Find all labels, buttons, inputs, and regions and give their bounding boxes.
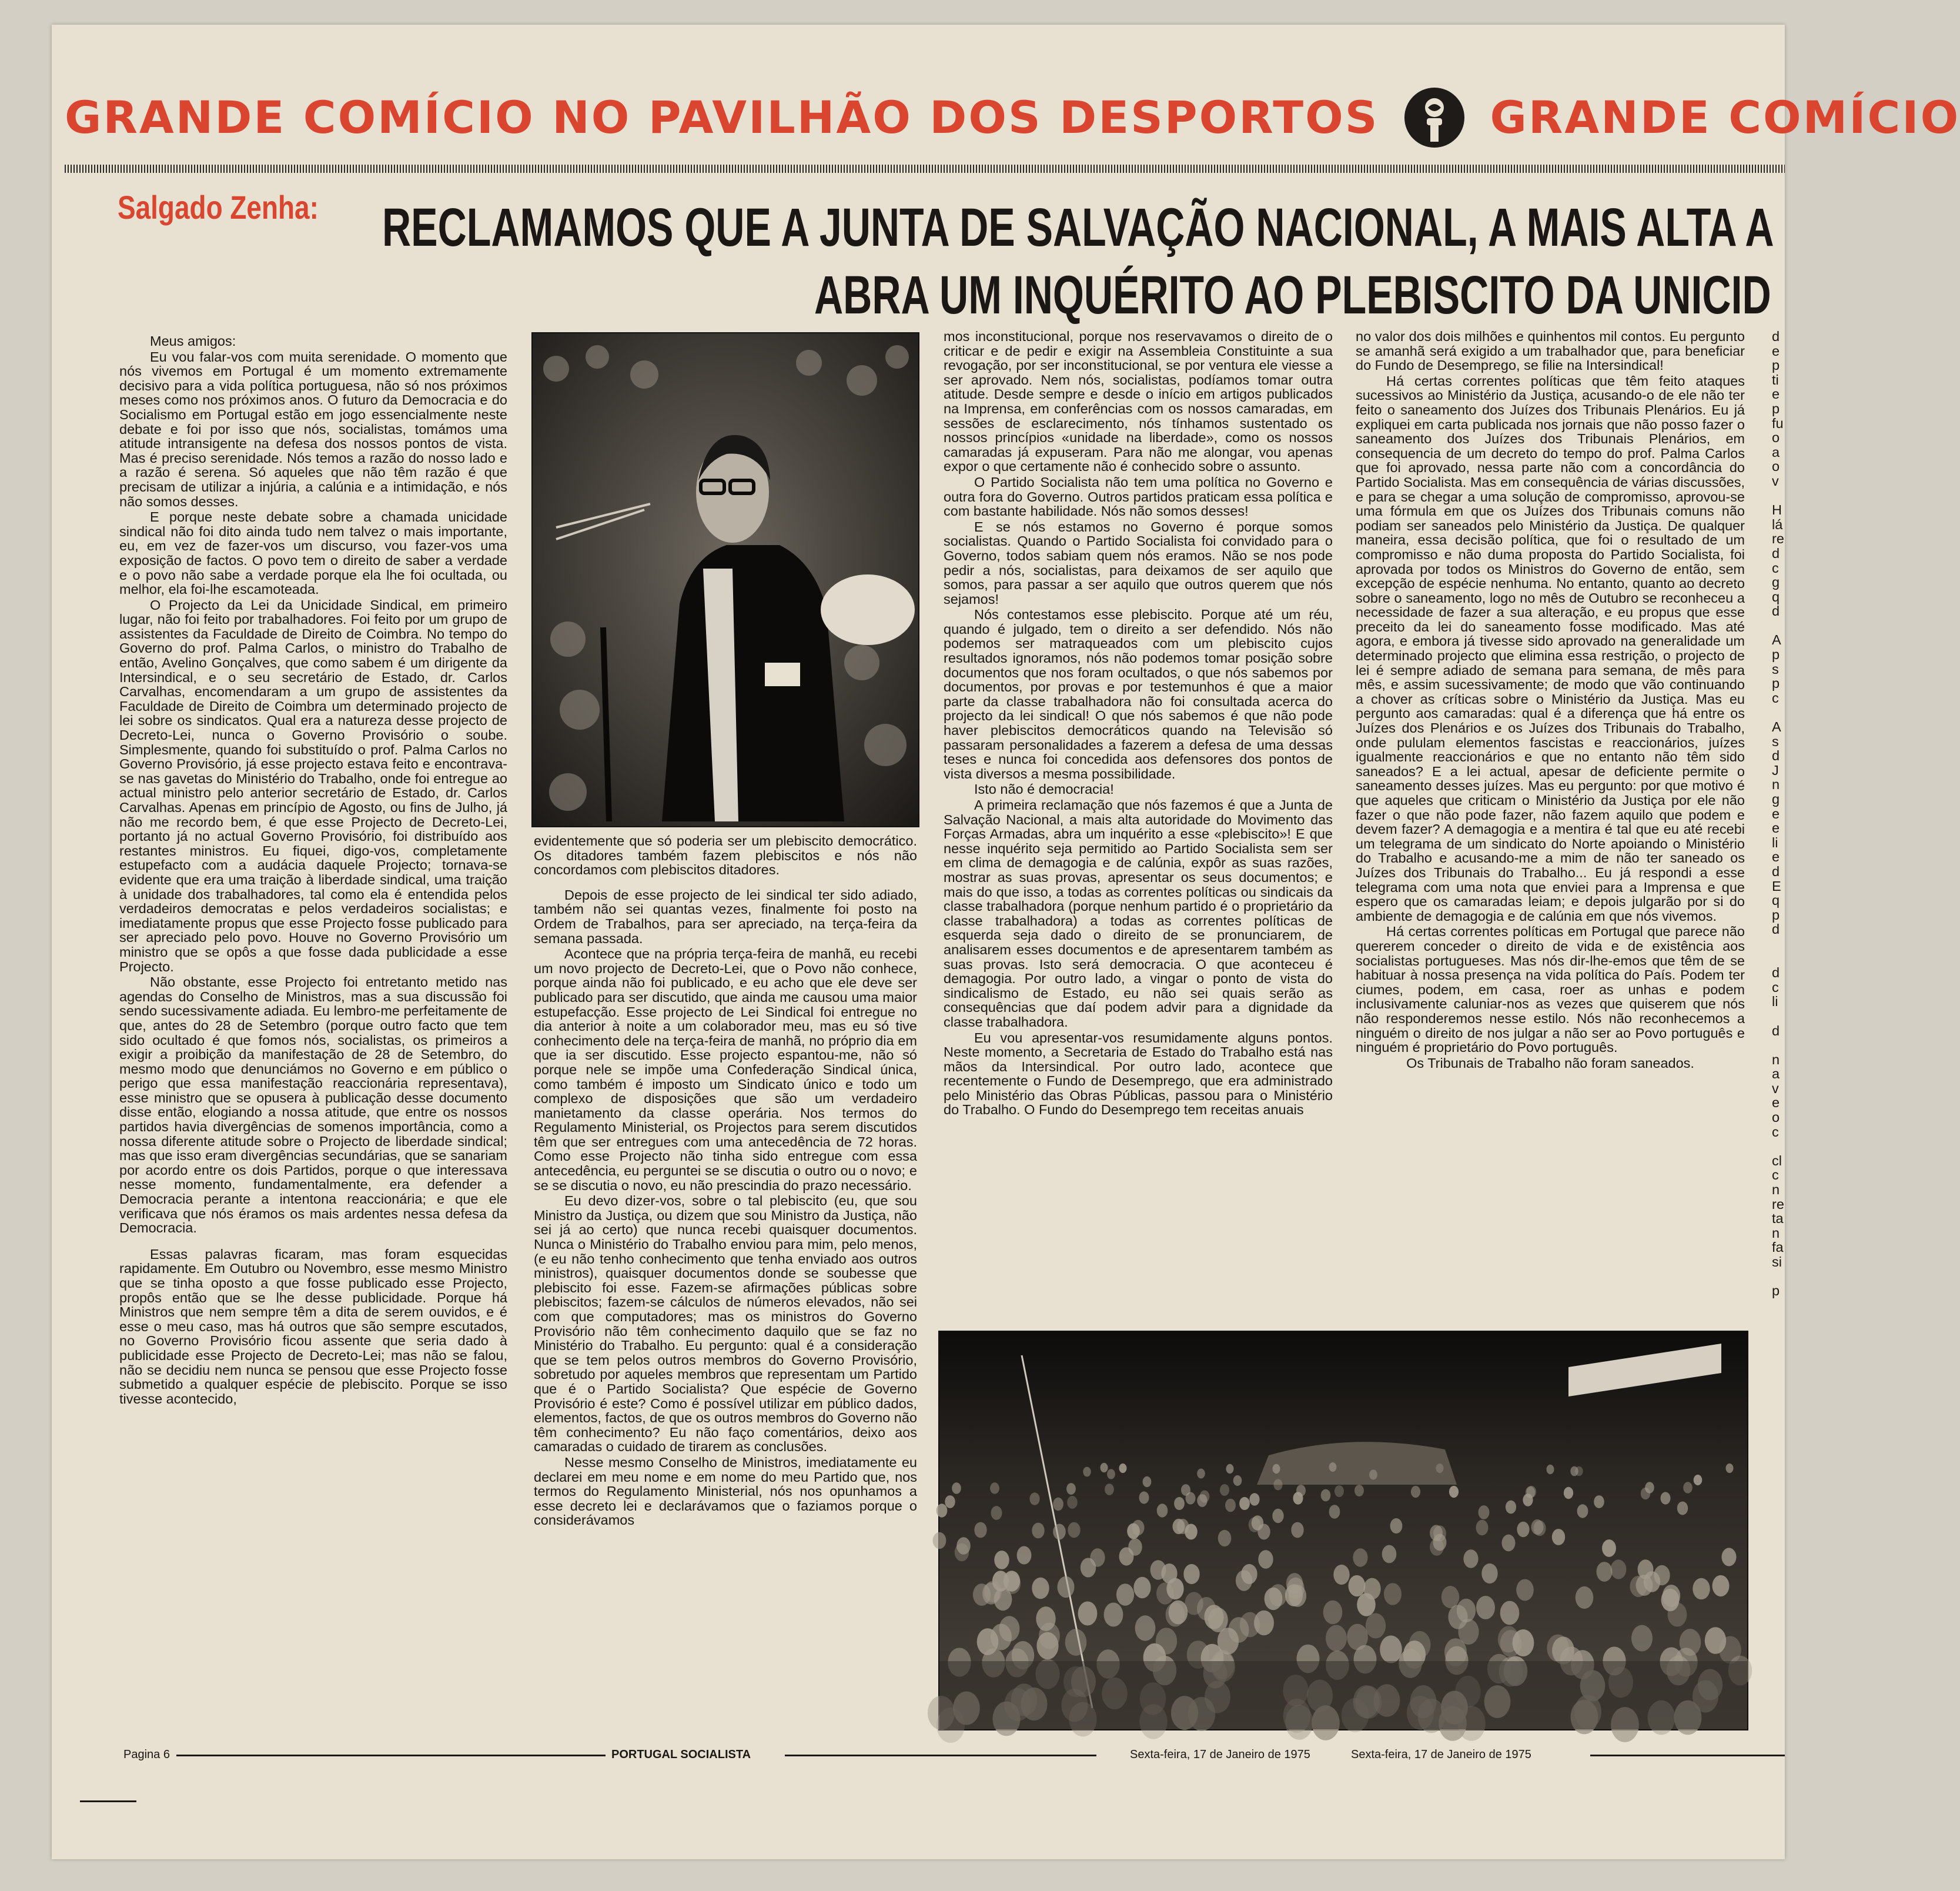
crowd-head <box>1531 1519 1544 1535</box>
fragment-line: ta <box>1772 1211 1784 1227</box>
fragment-line: s <box>1772 661 1779 677</box>
crowd-head <box>1174 1497 1185 1510</box>
fragment-line: p <box>1772 358 1780 373</box>
crowd-head <box>1132 1520 1145 1535</box>
crowd-head <box>1241 1564 1257 1584</box>
crowd-head <box>1436 1464 1444 1473</box>
article-column-4 <box>1356 329 1745 1323</box>
crowd-head <box>1029 1492 1039 1505</box>
paragraph: Meus amigos: <box>150 333 236 349</box>
fragment-line: n <box>1772 1225 1780 1241</box>
paragraph: Não obstante, esse Projecto foi entretanto metido nas agendas do Conselho de Ministros, mas a sua discussão foi sendo sucessivamente adiada. Eu lembro-me perfeitamente de que, antes do 28 de Setembro (porque outro facto que tem sido ocultado é que fomos nós, socialistas, os primeiros a exigir a proibição da manifestação de 28 de Setembro, do mesmo modo que denunciámos no Governo e em público o perigo que essa manifestação reaccionária representava), esse ministro que se opusera à publicação desse documento disse então, elogiando a nossa atitude, que entre os nossos partidos havia divergências de somenos importância, como a nossa diferente atitude sobre o Projecto de liberdade sindical; mas que isso eram divergências secundárias, que se sanariam por acordo entre os dois Partidos, porque o que interessava nesse momento, fundamentalmente, era defender a Democracia perante a intentona reaccionária; e que ele verificava que nós éramos os mais ardentes nessa defesa da Democracia. <box>119 974 507 1236</box>
crowd-head <box>1197 1469 1205 1479</box>
crowd-head <box>1105 1484 1114 1495</box>
crowd-head <box>1349 1575 1366 1596</box>
crowd-head <box>999 1616 1020 1641</box>
crowd-head <box>1347 1624 1368 1651</box>
crowd-head <box>1449 1486 1459 1498</box>
crowd-head <box>1641 1488 1650 1499</box>
crowd-head <box>1143 1476 1152 1487</box>
crowd-head <box>1218 1530 1232 1546</box>
crowd-head <box>1265 1588 1283 1610</box>
crowd-head <box>1239 1497 1250 1510</box>
crowd-head <box>1631 1625 1653 1652</box>
crowd-head <box>1186 1492 1196 1504</box>
fragment-line: si <box>1772 1254 1782 1269</box>
crowd-head <box>1390 1518 1403 1533</box>
bottom-margin-rule <box>80 1800 136 1802</box>
fragment-line: li <box>1772 834 1778 850</box>
fragment-line: E <box>1772 878 1781 894</box>
crowd-head <box>1273 1464 1280 1474</box>
crowd-head <box>1683 1482 1693 1494</box>
fragment-line <box>1772 1009 1785 1024</box>
crowd-head <box>1693 1578 1710 1600</box>
crowd-head <box>1066 1483 1076 1495</box>
crowd-head <box>1185 1524 1198 1540</box>
fragment-line: d <box>1772 1023 1780 1038</box>
crowd-head <box>1183 1564 1199 1584</box>
crowd-head <box>1564 1487 1573 1499</box>
crowd-head <box>1713 1575 1730 1596</box>
crowd-head <box>1661 1589 1680 1612</box>
crowd-head <box>1661 1492 1671 1504</box>
crowd-head <box>1500 1601 1520 1625</box>
paragraph: no valor dos dois milhões e quinhentos mil contos. Eu pergunto se amanhã será exigido a um trabalhador que, para beneficiar do Fundo de Desemprego, se filie na Intersindical! <box>1356 329 1745 373</box>
headline-line-1: RECLAMAMOS QUE A JUNTA DE SALVAÇÃO NACIONAL, A MAIS ALTA A <box>382 198 1774 258</box>
fragment-line <box>1772 489 1785 503</box>
crowd-head <box>1506 1501 1516 1514</box>
fragment-line: d <box>1772 748 1780 764</box>
article-column-3 <box>944 329 1333 1323</box>
footer-rule <box>1590 1755 1785 1756</box>
fragment-line: re <box>1772 1196 1784 1212</box>
fragment-line: H <box>1772 502 1782 518</box>
fragment-line: ti <box>1772 372 1779 387</box>
crowd-head <box>1638 1559 1654 1579</box>
crowd-head <box>1726 1464 1734 1473</box>
fragment-line <box>1772 1269 1785 1284</box>
paragraph: A primeira reclamação que nós fazemos é que a Junta de Salvação Nacional, a mais alta autoridade do Movimento das Forças Armadas, abra um inquérito a esse «plebiscito»! E que nesse inquérito seja permitido ao Partido Socialista sem ser em clima de demagogia e de calúnia, expôr as suas razões, mostrar as suas provas, apresentar os seus documentos; e mais do que isso, a todas as correntes políticas ou sindicais da classe trabalhadora (porque nenhum partido é o proprietário da classe trabalhadora) a todas as correntes políticas de esquerda seja dado o direito de se pronunciarem, de analisarem esses documentos e de apresentarem também as suas provas. Isto será democracia. O que aconteceu é demagogia. Por outro lado, a vingar o ponto de vista do sindicalismo de Estado, eu não sei quais serão as consequências que daí podem advir para a dignidade da classe trabalhadora. <box>944 797 1333 1030</box>
crowd-head <box>1409 1631 1431 1658</box>
crowd-head <box>1090 1548 1105 1566</box>
crowd-head <box>1135 1615 1156 1641</box>
article-column-5-fragment <box>1772 329 1785 1740</box>
crowd-head <box>1481 1563 1497 1583</box>
crowd-head <box>974 1522 986 1538</box>
fragment-line: q <box>1772 589 1780 604</box>
crowd-head <box>1296 1485 1306 1496</box>
crowd-head <box>1517 1522 1529 1538</box>
crowd-head <box>1441 1586 1459 1608</box>
crowd-head <box>1225 1499 1236 1512</box>
crowd-head <box>1382 1545 1397 1563</box>
crowd-head <box>1166 1603 1185 1627</box>
crowd-head <box>1552 1529 1565 1545</box>
crowd-head <box>1249 1517 1261 1532</box>
crowd-head <box>1233 1475 1242 1486</box>
crowd-head <box>1479 1505 1490 1519</box>
fragment-line: e <box>1772 806 1780 821</box>
crowd-head <box>1321 1489 1331 1502</box>
paragraph: Nós contestamos esse plebiscito. Porque até um réu, quando é julgado, tem o direito a ser defendido. Nós não podemos ser matraqueados com um plebiscito cujos resultados ignoramos, nós não podemos tomar posição sobre documentos que nos foram ocultados, o que nós sabemos por documentos, por provas e por testemunhos é que a maior parte da classe trabalhadora não foi consultada acerca do projecto da lei sindical! O que nós sabemos é que não pode haver plebiscitos democráticos quando na Televisão só passaram personalidades a fazerem a defesa de uma dessas teses e nunca foi concedida aos defensores dos pontos de vista diversos a mesma possibilidade. <box>944 607 1333 781</box>
crowd-head <box>1513 1629 1534 1656</box>
crowd-head <box>1058 1576 1075 1598</box>
paragraph: Nesse mesmo Conselho de Ministros, imediatamente eu declarei em meu nome e em nome do meu Partido que, nos termos do Regulamento Ministerial, nós nos opunhamos a esse decreto lei e declarávamos que o faziamos porque o considerávamos <box>534 1454 917 1528</box>
fragment-line: e <box>1772 1095 1780 1111</box>
crowd-head <box>1597 1562 1613 1582</box>
fragment-line: d <box>1772 965 1780 981</box>
paragraph: Essas palavras ficaram, mas foram esquecidas rapidamente. Em Outubro ou Novembro, esse mesmo Ministro que se tinha oposto a que fosse publicado esse Projecto, propôs então que se lhe desse publicidade. Porque há Ministros que nem sempre têm a dita de serem ouvidos, e é esse o meu caso, mas há outros que são sempre escutados, no Governo Provisório ficou assente que seria dado à publicidade esse Projecto de Decreto-Lei; mas não se falou, não se decidiu nem nunca se pensou que esse Projecto fosse submetido a qualquer espécie de plebiscito. Porque se isso tivesse acontecido, <box>119 1246 507 1406</box>
kicker: Salgado Zenha: <box>118 189 319 226</box>
footer-rule <box>176 1755 606 1756</box>
crowd-head <box>1575 1466 1583 1476</box>
crowd-head <box>991 1506 1002 1520</box>
crowd-head <box>1053 1498 1063 1511</box>
fragment-line: fu <box>1772 415 1784 431</box>
crowd-head <box>1128 1538 1142 1556</box>
banner <box>65 71 1960 159</box>
article-column-2 <box>534 834 917 1745</box>
fragment-line: p <box>1772 400 1780 416</box>
crowd-head <box>1139 1491 1149 1504</box>
fragment-line: a <box>1772 444 1780 460</box>
paragraph: Há certas correntes políticas em Portugal que parece não quererem conceder o direito de vida e de existência aos socialistas portugueses. Mas nós dir-lhe-emos que têm de se habituar à nossa presença na vida política do País. Podem ter ciumes, podem, em casa, roer as unhas e podem inclusivamente caluniar-nos as vezes que quiserem que nós não responderemos nesse estilo. Nós não reconhecemos a ninguém o direito de nos julgar a não ser ao Povo português e ninguém é proprietário do Povo português. <box>1356 924 1745 1055</box>
paragraph: O Projecto da Lei da Unicidade Sindical, em primeiro lugar, não foi feito por trabalhadores. Foi feito por um grupo de assistentes da Faculdade de Direito de Coimbra. No tempo do Governo do prof. Palma Carlos, o ministro do Trabalho de então, Avelino Gonçalves, que como sabem é um dirigente da Intersindical, e o seu secretário de Estado, dr. Carlos Carvalhas, encomendaram a um grupo de assistentes da Faculdade de Direito de Coimbra um determinado projecto de lei sobre os sindicatos. Qual era a natureza desse projecto de Decreto-Lei, nunca o Governo Provisório o soube. Simplesmente, quando foi substituído o prof. Palma Carlos no Governo Provisório, já esse projecto estava feito e encontrava-se nas gavetas do Ministério do Trabalho, onde foi entregue ao actual ministro pelo anterior secretário de Estado, dr. Carlos Carvalhas. Apenas em princípio de Agosto, ou fins de Julho, já não me recordo bem, é que esse Projecto de Decreto-Lei, portanto já no actual Governo Provisório, foi distribuído aos restantes ministros. Eu fiquei, digo-vos, completamente estupefacto com a audácia daquele Projecto; tornava-se evidente que era uma traição à liberdade sindical, uma traição à unidade dos trabalhadores, tal como ela é entendida pelos verdadeiros democratas e pelos verdadeiros socialistas; e imediatamente propus que esse Projecto fosse publicado para ser apreciado pelo povo. Houve no Governo Provisório um ministro que se opôs a que fosse dada publicidade a esse Projecto. <box>119 597 507 974</box>
crowd-head <box>1226 1464 1234 1474</box>
crowd-head <box>1323 1601 1343 1625</box>
fragment-line: e <box>1772 386 1780 402</box>
article-column-1 <box>119 334 507 1745</box>
crowd-head <box>1197 1494 1207 1507</box>
fragment-line: d <box>1772 545 1780 561</box>
crowd-head <box>984 1581 1002 1602</box>
crowd-head <box>1104 1603 1123 1627</box>
crowd-head <box>1017 1546 1032 1565</box>
crowd-head <box>1547 1465 1554 1474</box>
crowd-head <box>1119 1464 1127 1473</box>
paragraph: Os Tribunais de Trabalho não foram saneados. <box>1406 1055 1694 1071</box>
crowd-head <box>1363 1578 1380 1600</box>
paragraph: Eu vou falar-vos com muita serenidade. O momento que nós vivemos em Portugal é um momento extremamente decisivo para a vida política portuguesa, não só nos próximos meses como nos próximos anos. O futuro da Democracia e do Socialismo em Portugal estão em jogo essencialmente neste debate e foi por isso que nós, socialistas, tomámos uma atitude intransigente na defesa dos nossos pontos de vista. Mas é preciso serenidade. Nós temos a razão do nosso lado e a razão é serena. Só aqueles que não têm razão é que precisam de utilizar a injúria, a calúnia e a intimidação, e nós não somos desses. <box>119 349 507 509</box>
crowd-head <box>1157 1504 1168 1517</box>
fragment-line: n <box>1772 777 1780 793</box>
banner-left-text: GRANDE COMÍCIO NO PAVILHÃO DOS DESPORTOS <box>65 91 1379 143</box>
crowd-head <box>1036 1606 1055 1631</box>
fragment-line: s <box>1772 733 1779 749</box>
fragment-line: d <box>1772 329 1780 344</box>
paragraph: Eu vou apresentar-vos resumidamente alguns pontos. Neste momento, a Secretaria de Estado do Trabalho está nas mãos da Intersindical. Por outro lado, acontece que recentemente o Fundo de Desemprego, que era administrado pelo Ministério das Obras Públicas, passou para o Ministério do Trabalho. O Fundo do Desemprego tem receitas anuais <box>944 1030 1333 1118</box>
crowd-head <box>1150 1560 1166 1580</box>
paragraph: E porque neste debate sobre a chamada unicidade sindical não foi dito ainda tudo nem talvez o mais importante, eu, em vez de fazer-vos um discurso, vou fazer-vos uma exposição de factos. O povo tem o direito de saber a verdade e o povo não sabe a verdade porque ela lhe foi ocultada, ou melhor, ela foi-lhe escamoteada. <box>119 509 507 597</box>
crowd-head <box>1326 1625 1347 1652</box>
crowd-head <box>1380 1636 1402 1663</box>
crowd-head <box>1476 1596 1495 1619</box>
fragment-line <box>1772 1139 1785 1154</box>
paragraph: evidentemente que só poderia ser um plebiscito democrático. Os ditadores também fazem plebiscitos e nós não concordamos com plebiscitos ditadores. <box>534 833 917 878</box>
crowd-head <box>1677 1502 1688 1515</box>
crowd-head <box>1068 1522 1080 1538</box>
crowd-head <box>1053 1524 1066 1540</box>
fragment-line <box>1772 705 1785 720</box>
crowd-head <box>1411 1486 1420 1498</box>
footer-paper-name: PORTUGAL SOCIALISTA <box>611 1748 751 1761</box>
crowd-head <box>1067 1496 1078 1509</box>
fragment-line: e <box>1772 849 1780 865</box>
fragment-line: d <box>1772 921 1780 937</box>
crowd-head <box>1220 1484 1229 1496</box>
crowd-head <box>1353 1548 1367 1566</box>
fragment-line: lá <box>1772 516 1783 532</box>
crowd-head <box>1032 1523 1044 1539</box>
crowd-head <box>990 1482 999 1494</box>
crowd-head <box>994 1551 1009 1569</box>
fragment-line: v <box>1772 1080 1779 1096</box>
crowd-head <box>1516 1579 1534 1601</box>
crowd-head <box>1107 1469 1115 1479</box>
crowd-head <box>1333 1565 1349 1585</box>
banner-right-text: GRANDE COMÍCIO <box>1490 91 1960 143</box>
crowd-head <box>1577 1504 1588 1518</box>
fragment-line: e <box>1772 343 1780 359</box>
crowd-head <box>1329 1505 1340 1519</box>
paragraph: O Partido Socialista não tem uma política no Governo e outra fora do Governo. Outros partidos praticam essa política e com bastante habilidade. Nós não somos desses! <box>944 474 1333 519</box>
headline-line-2: ABRA UM INQUÉRITO AO PLEBISCITO DA UNICID <box>814 265 1771 325</box>
crowd-head <box>1654 1565 1670 1585</box>
crowd-head <box>1258 1550 1273 1569</box>
crowd-head <box>1083 1467 1091 1477</box>
paragraph: E se nós estamos no Governo é porque somos socialistas. Quando o Partido Socialista foi convidado para o Governo, todos sabiam quem nós eramos. Não se nos pode pedir a nós, socialistas, para deixamos de ser aquilo que somos, para passar a ser aquilo que outros querem que nós sejamos! <box>944 519 1333 607</box>
crowd-head <box>1065 1629 1087 1656</box>
fragment-line: v <box>1772 473 1779 489</box>
crowd-at-rally-photo <box>938 1331 1748 1730</box>
fragment-line: A <box>1772 632 1781 648</box>
fragment-line: c <box>1772 1124 1779 1140</box>
crowd-head <box>1156 1582 1174 1604</box>
crowd-head <box>1354 1485 1364 1496</box>
crowd-head <box>1433 1525 1446 1541</box>
fragment-line: d <box>1772 603 1780 619</box>
speaker-at-microphones-photo <box>531 332 919 827</box>
fragment-line <box>1772 619 1785 633</box>
fragment-line <box>1772 937 1785 951</box>
footer-date-right: Sexta-feira, 17 de Janeiro de 1975 <box>1351 1748 1531 1761</box>
crowd-head <box>1116 1583 1134 1606</box>
crowd-head <box>933 1532 946 1549</box>
fragment-line: c <box>1772 560 1779 576</box>
paragraph: Acontece que na própria terça-feira de manhã, eu recebi um novo projecto de Decreto-Lei, que o Povo não conhece, porque ainda não foi publicado, e eu acho que ele deve ser publicado para ser discutido, que ainda me causou uma maior estupefacção. Esse projecto de Lei Sindical foi entregue no dia anterior à noite a um colaborador meu, mas eu só tive conhecimento dele na terça-feira de manhã, no próprio dia em que ia ser discutido. Esse projecto espantou-me, não só porque nele se impõe uma Confederação Sindical única, como também é imposto um Sindicato único e todo um complexo de disposições que são um verdadeiro manietamento da classe operária. Nos termos do Regulamento Ministerial, os Projectos para serem discutidos têm que ser entregues com uma antecedência de 72 horas. Como esse Projecto não tinha sido entregue com essa antecedência, eu perguntei se se discutia o outro ou o novo; e se se discutia o novo, eu não prescindia do prazo necessário. <box>534 946 917 1193</box>
fragment-line: a <box>1772 1066 1780 1082</box>
fragment-line: fa <box>1772 1239 1784 1255</box>
crowd-head <box>1291 1522 1303 1538</box>
fragment-line: q <box>1772 893 1780 908</box>
crowd-head <box>1448 1605 1467 1629</box>
fragment-line: J <box>1772 762 1779 778</box>
crowd-head <box>1502 1535 1516 1552</box>
crowd-head <box>1719 1636 1741 1664</box>
footer-page-label: Pagina 6 <box>123 1748 170 1761</box>
crowd-head <box>1384 1583 1402 1605</box>
crowd-head <box>1273 1479 1282 1491</box>
crowd-head <box>1463 1549 1478 1568</box>
fist-rose-icon <box>1404 88 1464 148</box>
fragment-line: li <box>1772 994 1778 1010</box>
crowd-head <box>1329 1462 1337 1472</box>
crowd-head <box>1032 1578 1049 1599</box>
fragment-line: p <box>1772 907 1780 923</box>
crowd-head <box>1680 1629 1701 1656</box>
crowd-head <box>1476 1520 1489 1535</box>
paragraph: mos inconstitucional, porque nos reservavamos o direito de o criticar e de pedir e exigir na Assembleia Constituinte a sua revogação, por ser inconstitucional, se por ventura ele viesse a ser aprovado. Nem nós, socialistas, podíamos tomar outra atitude. Desde sempre e desde o início em artigos publicados na Imprensa, em conferências com os nossos camaradas, em sessões de esclarecimento, nós tínhamos sustentado os nossos princípios «unidade na liberdade», como os nossos camaradas já expuseram. Para não me alongar, vou apenas expor o que certamente não é conhecido sobre o assunto. <box>944 329 1333 475</box>
paragraph: Há certas correntes políticas que têm feito ataques sucessivos ao Ministério da Justiça, acusando-o de ele não ter feito o saneamento dos Juízes dos Tribunais Plenários. Eu já expliquei em carta publicada nos jornais que não posso fazer o saneamento dos Juízes dos Tribunais Plenários, em consequencia de um decreto do tempo do prof. Palma Carlos que foi aprovado, nessa parte não com a concordância do Partido Socialista. Mas em consequência de várias discussões, e para se chegar a uma solução de compromisso, aprovou-se uma fórmula em que os Juízes dos Tribunais comuns não podiam ser saneados pelo Ministério da Justiça. De qualquer maneira, essa decisão política, que foi o resultado de um compromisso e não duma proposta do Partido Socialista, foi aprovada por todos os Ministros do Governo de então, sem excepção de espécie nenhuma. No entanto, quanto ao decreto sobre o saneamento, logo no mês de Outubro se reconheceu a necessidade de fazer a sua alteração, e eu propus que esse preceito da lei do saneamento fosse modificado. Mas até agora, e embora já tivesse sido aprovado na generalidade um determinado projecto que elimina essa restrição, o projecto de lei é sempre adiado de semana para semana, de mês para mês, e assim sucessivamente; de modo que vão continuando a chover as críticas sobre o Ministério da Justiça. Mas eu pergunto aos camaradas: qual é a diferença que há entre os Juízes dos Plenários e os Juízes dos Tribunais do Trabalho, onde pululam elementos fascistas e reaccionários, juízes igualmente reaccionários e que no entanto não têm sido saneados? E a lei actual, apesar de deficiente permite o saneamento desses juízes. Mas eu pergunto: por que motivo é que aqueles que criticam o Ministério da Justiça por ele não fazer o que não pode fazer, não fazem aquilo que podem e devem fazer? A demagogia e a mentira é tal que eu até recebi um telegrama de um sindicato do Norte apoiando o Ministério do Trabalho e acusando-me a mim de não ter saneado os Juízes dos Tribunais do Trabalho... Eu já respondi a esse telegrama com uma nota que enviei para a Imprensa e que espero que os camaradas leiam; e depois julgarão por si do ambiente de demagogia e de calúnia em que nós vivemos. <box>1356 373 1745 924</box>
crowd-head <box>1272 1509 1283 1523</box>
fragment-line: re <box>1772 531 1784 547</box>
crowd-head <box>1204 1605 1223 1629</box>
footer-rule <box>785 1755 1096 1756</box>
footer-date-left: Sexta-feira, 17 de Janeiro de 1975 <box>1130 1748 1310 1761</box>
fragment-line: g <box>1772 791 1780 807</box>
crowd-head <box>1334 1485 1344 1497</box>
paragraph: Isto não é democracia! <box>974 781 1114 797</box>
crowd-head <box>977 1628 999 1655</box>
crowd-head <box>1366 1613 1386 1639</box>
crowd-head <box>1602 1539 1616 1557</box>
fragment-line: c <box>1772 690 1779 706</box>
banner-rule <box>65 165 1785 173</box>
crowd-head <box>1078 1602 1098 1626</box>
fragment-line <box>1772 1038 1785 1053</box>
crowd-head <box>955 1543 969 1562</box>
crowd-head <box>1611 1559 1627 1579</box>
crowd-head <box>1576 1586 1594 1609</box>
fragment-line: n <box>1772 1182 1780 1198</box>
fragment-line: o <box>1772 430 1780 446</box>
crowd-head <box>936 1504 948 1517</box>
paragraph: Depois de esse projecto de lei sindical ter sido adiado, também não sei quantas vezes, finalmente foi posto na Ordem de Trabalhos, para ser apreciado, na terça-feira da semana passada. <box>534 887 917 946</box>
crowd-head <box>1526 1486 1535 1498</box>
crowd-head <box>952 1482 961 1494</box>
fragment-line: o <box>1772 459 1780 475</box>
fragment-line: o <box>1772 1110 1780 1125</box>
crowd-head <box>1594 1495 1604 1508</box>
paragraph: Eu devo dizer-vos, sobre o tal plebiscito (eu, que sou Ministro da Justiça, ou dizem que sou Ministro da Justiça, não sei já ao certo) que nunca recebi quaisquer documentos. Nunca o Ministério do Trabalho enviou para mim, pelo menos, (e eu não tenho conhecimento que tenha enviado aos outros ministros), quaisquer documentos donde se soubesse que plebiscito foi esse. Fazem-se afirmações públicas sobre plebiscitos; fazem-se cálculos de números elevados, não sei com que computadores; mas os ministros do Governo Provisório não têm conhecimento daquilo que se faz no Ministério do Trabalho. Eu pergunto: qual é a consideração que se tem pelos outros membros do Governo Provisório, sobretudo por aqueles membros que representam um Partido que é o Partido Socialista? Que espécie de Governo Provisório é este? Como é possível utilizar em público dados, elementos, factos, de que os outros membros do Governo não têm conhecimento? Eu não faço comentários, deixo aos camaradas o cuidado de tirarem as conclusões. <box>534 1193 917 1455</box>
fragment-line: e <box>1772 820 1780 836</box>
crowd-head <box>1249 1493 1259 1505</box>
crowd-head <box>1552 1636 1574 1664</box>
fragment-line: g <box>1772 574 1780 590</box>
fragment-line: c <box>1772 1167 1779 1183</box>
crowd-head <box>1287 1578 1304 1599</box>
crowd-head <box>1369 1469 1377 1479</box>
crowd-head <box>1722 1548 1737 1566</box>
fragment-line: p <box>1772 647 1780 663</box>
fragment-line: n <box>1772 1051 1780 1067</box>
crowd-head <box>1101 1463 1108 1472</box>
crowd-head <box>1036 1632 1058 1659</box>
fragment-line: p <box>1772 1283 1780 1299</box>
fragment-line <box>1772 951 1785 966</box>
fragment-line: d <box>1772 863 1780 879</box>
fragment-line: p <box>1772 676 1780 691</box>
fragment-line: A <box>1772 719 1781 735</box>
crowd-head <box>945 1495 955 1508</box>
crowd-head <box>1694 1475 1703 1485</box>
crowd-head <box>1133 1577 1150 1598</box>
fragment-line: cl <box>1772 1152 1782 1168</box>
fragment-line: c <box>1772 979 1779 995</box>
